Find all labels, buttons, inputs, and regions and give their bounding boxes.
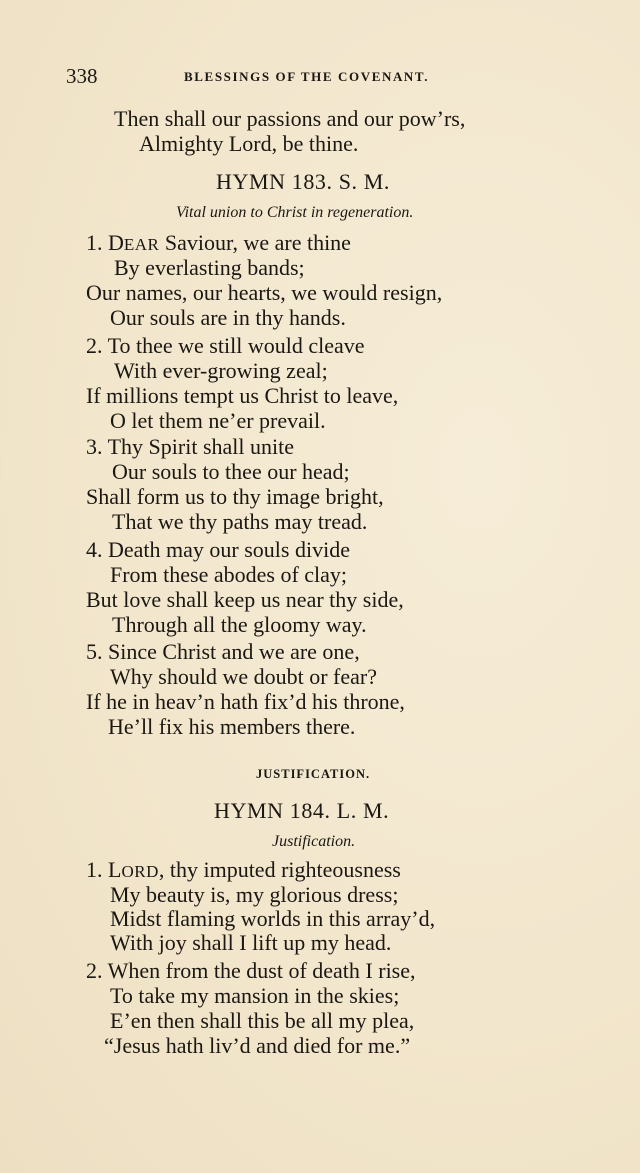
verse-first-line bbox=[86, 639, 360, 665]
verse-line: Midst flaming worlds in this array’d, bbox=[110, 906, 436, 931]
hymn-184-title: HYMN 184. L. M. bbox=[214, 798, 390, 823]
continuation-line: Almighty Lord, be thine. bbox=[139, 131, 359, 156]
page-header bbox=[66, 62, 474, 90]
verse-first-line bbox=[86, 857, 401, 885]
verse-line: From these abodes of clay; bbox=[110, 562, 348, 587]
verse-line: With joy shall I lift up my head. bbox=[110, 930, 392, 955]
first-line-text: Saviour, we are thine bbox=[159, 230, 351, 255]
verse-line: He’ll fix his members there. bbox=[108, 714, 356, 739]
verse-first-line bbox=[86, 537, 350, 563]
verse-line: O let them ne’er prevail. bbox=[110, 408, 326, 433]
verse-number: 1. bbox=[86, 857, 103, 882]
verse-line: By everlasting bands; bbox=[114, 255, 305, 280]
verse-line: If millions tempt us Christ to leave, bbox=[86, 383, 399, 408]
hymn-184-subtitle: Justification. bbox=[272, 833, 356, 850]
first-line-text: When from the dust of death I rise, bbox=[107, 958, 416, 983]
verse-line: To take my mansion in the skies; bbox=[110, 983, 400, 1008]
small-caps-word: ORD bbox=[121, 862, 159, 881]
running-head: BLESSINGS OF THE COVENANT. bbox=[184, 69, 430, 84]
verse-line: Shall form us to thy image bright, bbox=[86, 484, 384, 509]
drop-capital: D bbox=[108, 230, 124, 255]
first-line-text: Since Christ and we are one, bbox=[108, 639, 360, 664]
verse-line: Through all the gloomy way. bbox=[112, 612, 367, 637]
verse-number: 1. bbox=[86, 230, 103, 255]
verse-line: Our souls to thee our head; bbox=[112, 459, 350, 484]
verse-first-line bbox=[86, 230, 351, 258]
first-line-text: , thy imputed righteousness bbox=[158, 857, 401, 882]
verse-number: 4. bbox=[86, 537, 103, 562]
page-number: 338 bbox=[66, 64, 98, 88]
drop-capital: L bbox=[108, 857, 122, 882]
verse-line: Why should we doubt or fear? bbox=[110, 664, 377, 689]
verse-first-line bbox=[86, 434, 294, 460]
first-line-text: Death may our souls divide bbox=[108, 537, 350, 562]
verse-number: 2. bbox=[86, 958, 103, 983]
continuation-line: Then shall our passions and our pow’rs, bbox=[114, 106, 466, 131]
verse-line: But love shall keep us near thy side, bbox=[86, 587, 404, 612]
verse-line: That we thy paths may tread. bbox=[112, 509, 368, 534]
verse-first-line bbox=[86, 958, 416, 984]
hymn-183-title: HYMN 183. S. M. bbox=[216, 169, 391, 194]
section-heading: JUSTIFICATION. bbox=[256, 767, 371, 781]
first-line-text: To thee we still would cleave bbox=[107, 333, 365, 358]
verse-line: “Jesus hath liv’d and died for me.” bbox=[104, 1033, 411, 1058]
verse-line: Our souls are in thy hands. bbox=[110, 305, 346, 330]
verse-number: 3. bbox=[86, 434, 103, 459]
hymn-183-subtitle: Vital union to Christ in regeneration. bbox=[176, 204, 414, 221]
verse-number: 5. bbox=[86, 639, 103, 664]
verse-line: With ever-growing zeal; bbox=[114, 358, 328, 383]
first-line-text: Thy Spirit shall unite bbox=[107, 434, 294, 459]
verse-line: Our names, our hearts, we would resign, bbox=[86, 280, 443, 305]
small-caps-word: EAR bbox=[123, 235, 160, 254]
verse-number: 2. bbox=[86, 333, 103, 358]
verse-line: My beauty is, my glorious dress; bbox=[110, 882, 399, 907]
verse-line: E’en then shall this be all my plea, bbox=[110, 1008, 415, 1033]
verse-line: If he in heav’n hath fix’d his throne, bbox=[86, 689, 405, 714]
verse-first-line bbox=[86, 333, 365, 359]
